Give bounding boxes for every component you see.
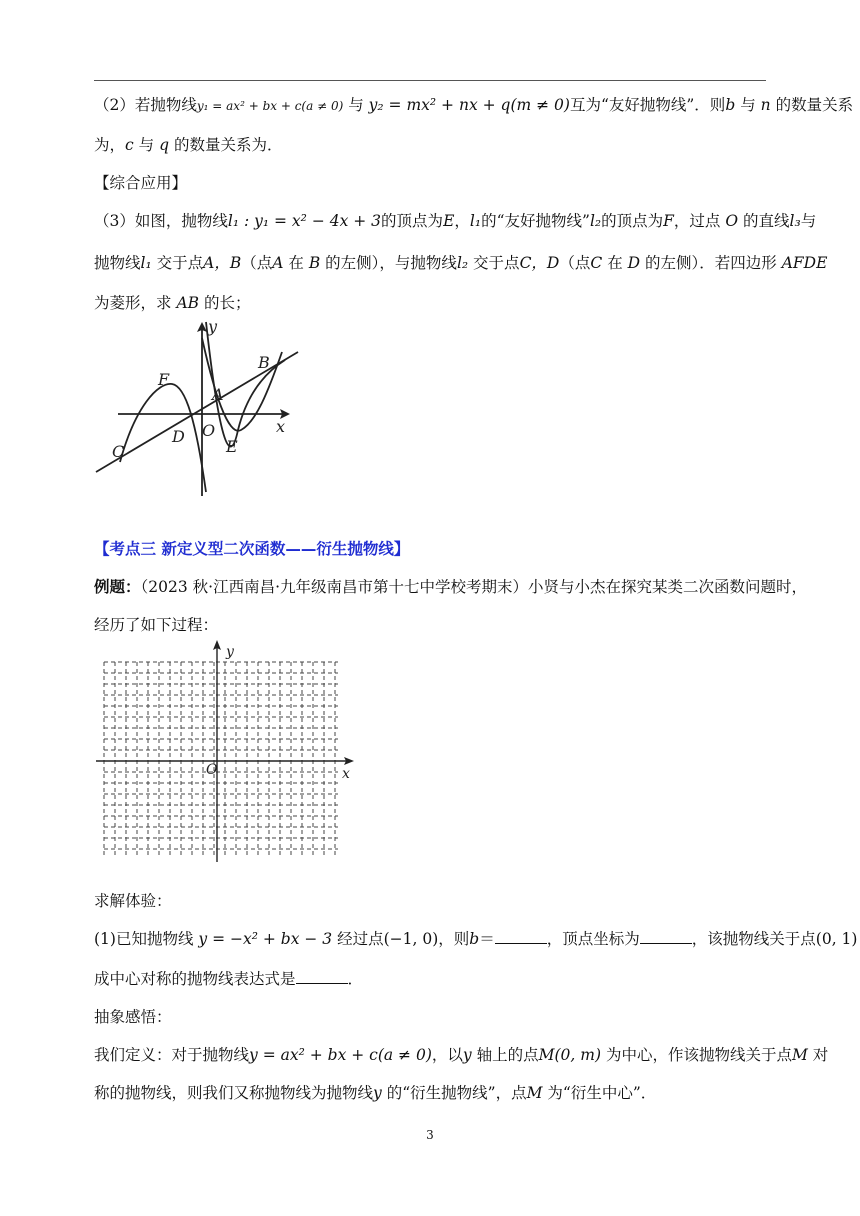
label-A: A [212,385,224,404]
qiujie-heading: 求解体验： [94,892,172,910]
q3-var: l₃ [789,212,801,230]
def-point-M: M(0, m) [538,1046,601,1064]
question-2-line-2 [94,134,774,156]
q1-text: 经过点 [337,930,384,948]
q1-text: 成中心对称的抛物线表达式是 [94,970,296,988]
def-text: 对 [812,1046,829,1064]
label-x: x [276,417,286,436]
q3-formula-l1: l₁ : y₁ = x² − 4x + 3 [227,212,382,230]
kaodian-heading: 【考点三 新定义型二次函数——衍生抛物线】 [94,540,410,558]
q1-text: ，顶点坐标为 [546,930,640,948]
answer-blank-vertex[interactable] [640,929,692,944]
label-E: E [226,437,238,456]
q2-text: 与 [348,96,364,114]
q2-text: 的数量关系为． [173,136,283,154]
q3-var: l₁ [140,254,152,272]
q3-var: A [272,254,284,272]
q2-text: （2）若抛物线 [94,96,197,114]
label-F: F [158,370,170,389]
question-1-line-2 [94,968,774,990]
q1-text: ，该抛物线关于点 [691,930,816,948]
q3-text: 的“友好抛物线” [481,212,590,230]
q3-text: 与 [800,212,817,230]
answer-blank-b[interactable] [495,929,547,944]
q3-text: 的左侧），与抛物线 [325,254,457,272]
answer-blank-expression[interactable] [296,969,348,984]
example-line-1 [94,576,807,598]
def-text: ，以 [431,1046,463,1064]
q1-text: ，则 [438,930,470,948]
q3-var: AB [176,294,200,312]
q1-text: ． [347,970,364,988]
q1-var-b: b [469,930,480,948]
q3-var: A，B [203,254,242,272]
label-O: O [202,421,216,440]
question-1-line-1 [94,928,858,950]
def-var: M [791,1046,808,1064]
def-text: 为中心，作该抛物线关于点 [605,1046,792,1064]
q3-var: l₁ [469,212,482,230]
q1-formula: y = −x² + bx − 3 [198,930,333,948]
example-label: 例题： [94,578,141,596]
q1-text: (1)已知抛物线 [94,930,194,948]
q3-var: E [443,212,455,230]
definition-line-2 [94,1082,774,1104]
question-3-line-1 [94,210,817,232]
chouxiang-heading: 抽象感悟： [94,1008,172,1026]
q3-text: 的顶点为 [601,212,664,230]
question-2-line-1 [94,94,854,117]
parabola-l2 [120,384,206,492]
label-O: O [206,762,218,778]
coordinate-grid-figure [96,640,362,864]
def-var: y [373,1084,382,1102]
q3-text: （3）如图，抛物线 [94,212,228,230]
q3-text: （点 [241,254,273,272]
q3-text: 的直线 [743,212,790,230]
definition-line-1 [94,1044,829,1066]
q3-var: AFDE [781,254,828,272]
def-text: 我们定义：对于抛物线 [94,1046,250,1064]
parabola-figure [90,312,310,502]
example-line-2: 经历了如下过程： [94,616,219,634]
q1-point: (−1, 0) [383,930,439,948]
q2-var-b: b [725,96,736,114]
label-D: D [172,427,185,446]
q1-point: (0, 1) [815,930,858,948]
def-var: M [526,1084,543,1102]
def-text: 轴上的点 [476,1046,539,1064]
q3-text: 为菱形，求 [94,294,172,312]
label-y: y [226,644,234,660]
example-text: （2023 秋·江西南昌·九年级南昌市第十七中学校考期末）小贤与小杰在探究某类二次函数问题时， [140,578,807,596]
q2-text: 与 [138,136,155,154]
q2-var-q: q [159,136,170,154]
label-B: B [258,353,270,372]
q3-text: 交于点 [473,254,520,272]
question-3-line-2 [94,252,828,274]
q3-text: 的左侧）．若四边形 [645,254,777,272]
q1-text: ＝ [479,930,495,948]
q3-text: ， [454,212,470,230]
q3-text: （点 [559,254,591,272]
q2-text: 的数量关系 [775,96,854,114]
q3-var: l₂ [456,254,469,272]
def-text: 为“衍生中心”． [547,1084,657,1102]
q3-text: 的顶点为 [381,212,444,230]
q2-text: 互为“友好抛物线”．则 [569,96,726,114]
q2-text: 为， [94,136,126,154]
def-text: 的“衍生抛物线”，点 [386,1084,527,1102]
q2-var-n: n [760,96,771,114]
q3-var: F [663,212,674,230]
q3-text: 在 [288,254,304,272]
q3-var: B [308,254,321,272]
header-rule [94,80,766,81]
def-text: 称的抛物线，则我们又称抛物线为抛物线 [94,1084,374,1102]
q3-text: 交于点 [156,254,204,272]
q3-text: 的长； [203,294,251,312]
q3-var: C [590,254,603,272]
q2-formula-y2: y₂ = mx² + nx + q(m ≠ 0) [368,96,570,114]
page-number: 3 [426,1128,434,1142]
def-var: y [462,1046,472,1064]
q3-var: D [627,254,641,272]
q3-var: O [725,212,739,230]
label-C: C [112,442,125,461]
q3-text: 抛物线 [94,254,141,272]
q3-var: l₂ [589,212,602,230]
q2-text: 与 [740,96,756,114]
q2-var-c: c [125,136,134,154]
def-formula: y = ax² + bx + c(a ≠ 0) [249,1046,432,1064]
label-y: y [208,317,218,336]
label-x: x [342,766,350,782]
question-3-line-3 [94,292,774,314]
section-heading-apply: 【综合应用】 [94,174,188,192]
grid-lines [104,662,338,856]
q3-text: 在 [607,254,623,272]
q2-formula-y1: y₁ = ax² + bx + c(a ≠ 0) [196,99,344,113]
q3-var: C，D [519,254,560,272]
q3-text: ，过点 [673,212,721,230]
